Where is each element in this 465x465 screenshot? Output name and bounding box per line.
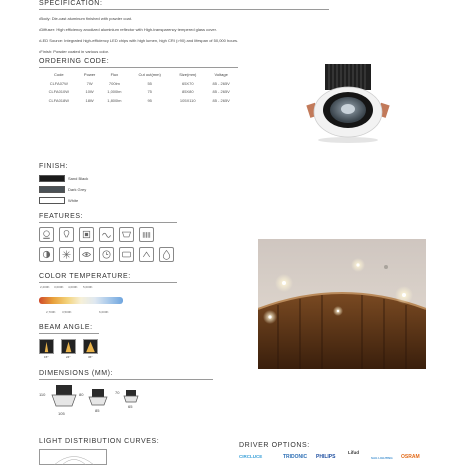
finish-option-label: Sand Black	[68, 176, 89, 181]
led-chip-icon	[59, 227, 74, 242]
cct-label: 3,000K	[54, 285, 64, 289]
cooling-icon	[59, 247, 74, 262]
table-cell: CLFA018W	[48, 97, 70, 103]
col-size: Size(mm)	[179, 71, 197, 77]
ordering-code-table	[39, 69, 238, 105]
installation-photo	[258, 239, 426, 369]
dimension-width: 85	[95, 408, 100, 413]
spec-item-led-source: • LED Source: Integrated high-efficiency LED chips with high lumen, high CRI (>90) and lifespan of 50,000 hours.	[39, 35, 329, 46]
table-cell: 10W	[85, 89, 94, 95]
table-cell: 55	[147, 80, 152, 86]
beam-angle-rule	[39, 333, 99, 334]
dimension-drawing-medium	[86, 387, 110, 407]
specification-heading: SPECIFICATION:	[39, 0, 103, 7]
dimension-drawing-small	[122, 388, 140, 404]
finish-option-label: White	[68, 198, 79, 203]
ac-power-icon	[99, 227, 114, 242]
beam-angle-label: 36°	[88, 355, 93, 359]
features-rule	[39, 222, 177, 223]
driver-brand-osram: OSRAM	[401, 454, 420, 460]
beam-angle-label: 15°	[44, 355, 49, 359]
light-distribution-arcs	[40, 450, 108, 465]
beam-15-icon	[39, 339, 54, 354]
dimension-height: 70	[115, 390, 120, 395]
finish-option-label: Dark Grey	[68, 187, 87, 192]
aluminium-icon	[119, 247, 134, 262]
dark-grey-swatch	[39, 186, 65, 193]
dimension-drawing-large	[49, 383, 79, 409]
dimmable-icon	[39, 247, 54, 262]
driver-brand-sag: SAG LIGHTING	[371, 456, 393, 460]
dimensions-heading: DIMENSIONS (MM):	[39, 370, 114, 377]
table-cell: 95	[147, 97, 152, 103]
table-cell: 700lm	[108, 80, 120, 86]
cct-label: 6,000K	[99, 310, 109, 314]
table-cell: 1,000lm	[107, 89, 122, 95]
table-cell: 18W	[85, 97, 94, 103]
table-cell: 65X70	[181, 80, 194, 86]
table-cell: CLFA07W	[49, 80, 68, 86]
driver-brand-lifud: Lifud	[348, 450, 359, 455]
spec-item-diffuser: • Diffuser: High efficiency anodized aluminium reflector with High-transparency tempered glass cover.	[39, 24, 329, 35]
adjustable-icon	[139, 247, 154, 262]
color-temperature-gradient-bar	[39, 297, 123, 304]
table-cell: CLFA010W	[48, 89, 70, 95]
table-cell: 85 - 265V	[212, 80, 230, 86]
driver-brand-tridonic: TRIDONIC	[283, 454, 308, 460]
col-flux: Flux	[110, 71, 119, 77]
sand-black-swatch	[39, 175, 65, 182]
ordering-code-heading: ORDERING CODE:	[39, 58, 110, 65]
dimension-height: 110	[39, 392, 46, 397]
anti-glare-icon	[79, 247, 94, 262]
table-header-row	[39, 69, 238, 79]
table-cell: 1,800lm	[107, 97, 122, 103]
spec-item-body: • Body: Die-cast aluminum finished with powder coat.	[39, 13, 329, 24]
table-cell: 75	[147, 89, 152, 95]
pf-icon	[79, 227, 94, 242]
cct-label: 2,700K	[46, 310, 56, 314]
ip-rating-icon	[159, 247, 174, 262]
color-temperature-heading: COLOR TEMPERATURE:	[39, 273, 131, 280]
dimension-height: 80	[79, 392, 84, 397]
col-code: Code	[54, 71, 64, 77]
ordering-code-rule	[39, 67, 238, 68]
reflector-icon	[119, 227, 134, 242]
white-swatch	[39, 197, 65, 204]
color-temperature-rule	[39, 282, 177, 283]
specification-rule	[39, 9, 329, 10]
cct-label: 2,200K	[40, 285, 50, 289]
high-cri-icon	[39, 227, 54, 242]
table-row	[39, 79, 238, 88]
table-row	[39, 96, 238, 105]
table-cell: 85 - 265V	[212, 89, 230, 95]
heat-sink-icon	[139, 227, 154, 242]
cct-label: 4,000K	[68, 285, 78, 289]
light-distribution-chart-frame	[39, 449, 107, 465]
features-heading: FEATURES:	[39, 213, 84, 220]
table-cell: 85 - 265V	[212, 97, 230, 103]
cct-label: 5,000K	[83, 285, 93, 289]
table-cell: 85X80	[181, 89, 194, 95]
specification-list	[39, 13, 329, 57]
downlight-product-image	[303, 60, 393, 144]
beam-24-icon	[61, 339, 76, 354]
driver-options-heading: DRIVER OPTIONS:	[239, 442, 310, 449]
table-cell: 7W	[86, 80, 93, 86]
col-cutout: Cut out(mm)	[138, 71, 161, 77]
finish-heading: FINISH:	[39, 163, 69, 170]
table-cell: 105X110	[179, 97, 196, 103]
beam-angle-label: 24°	[66, 355, 71, 359]
beam-angle-heading: BEAM ANGLE:	[39, 324, 93, 331]
dimensions-rule	[39, 379, 213, 380]
cct-label: 3,500K	[62, 310, 72, 314]
dimension-width: 105	[58, 411, 65, 416]
lifespan-icon	[99, 247, 114, 262]
driver-brand-philips: PHILIPS	[316, 454, 336, 460]
spec-item-finish: • Finish: Powder coated in various color.	[39, 46, 329, 57]
driver-brand-circluce: CIRCLUCE	[239, 454, 263, 459]
dimension-width: 65	[128, 404, 133, 409]
table-row	[39, 88, 238, 97]
light-distribution-heading: LIGHT DISTRIBUTION CURVES:	[39, 438, 160, 445]
col-voltage: Voltage	[214, 71, 228, 77]
beam-36-icon	[83, 339, 98, 354]
col-power: Power	[83, 71, 96, 77]
